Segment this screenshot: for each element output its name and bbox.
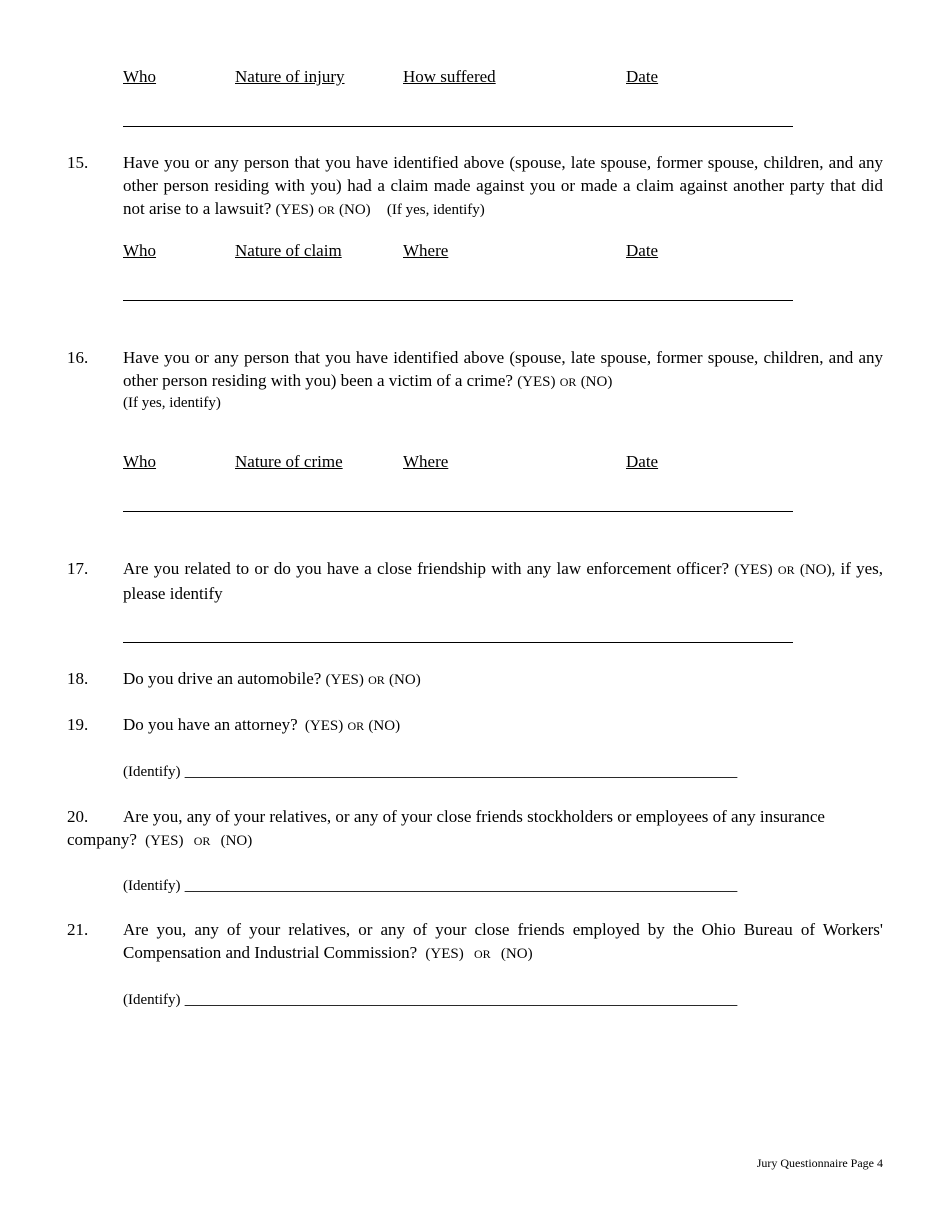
q16-answer-line[interactable] (123, 511, 793, 512)
q14-answer-line[interactable] (123, 126, 793, 127)
q14-header-who: Who (123, 67, 157, 86)
q18-or: OR (368, 673, 385, 687)
q19-identify-label: (Identify) (123, 764, 181, 780)
q21-text: Are you, any of your relatives, or any of your close friends employed by the Ohio Bureau of Workers' Compensation and Industrial Commission? (123, 920, 883, 962)
q15-no[interactable]: (NO) (339, 202, 371, 218)
q20-or: OR (193, 834, 211, 848)
q18-yes[interactable]: (YES) (325, 672, 364, 688)
q19-or: OR (347, 719, 365, 733)
q15-yes[interactable]: (YES) (275, 202, 314, 218)
q20-identify-row[interactable] (123, 873, 737, 898)
q20-identify-blank[interactable]: _________________________________________________________________ (184, 875, 738, 894)
q16-or: OR (559, 375, 577, 389)
q15-header-date: Date (626, 241, 659, 260)
q16-header-date: Date (626, 452, 659, 471)
q14-header-date: Date (626, 67, 659, 86)
q17-yes[interactable]: (YES) (734, 562, 773, 578)
q16-header-where: Where (403, 452, 449, 471)
q21-number: 21. (67, 920, 89, 939)
q15-number: 15. (67, 153, 89, 172)
q17-number: 17. (67, 559, 89, 578)
q16-number: 16. (67, 348, 89, 367)
q17-or: OR (777, 563, 795, 577)
q19-identify-blank[interactable]: _________________________________________________________________ (184, 761, 738, 780)
q17-no[interactable]: (NO), (799, 562, 836, 578)
q17-text: Are you related to or do you have a close friendship with any law enforcement officer? (123, 559, 730, 578)
q16-header-nature: Nature of crime (235, 452, 343, 471)
q15-or: OR (318, 203, 335, 217)
q18-question (123, 667, 883, 692)
q20-no[interactable]: (NO) (220, 833, 253, 849)
q17-answer-line[interactable] (123, 642, 793, 643)
q19-no[interactable]: (NO) (368, 718, 401, 734)
q16-question (123, 346, 883, 394)
q16-ifyes: (If yes, identify) (123, 395, 221, 411)
q19-text: Do you have an attorney? (123, 715, 298, 734)
q17-question (123, 557, 883, 605)
q15-question (123, 151, 883, 222)
q20-yes[interactable]: (YES) (145, 833, 184, 849)
q20-number: 20. (67, 807, 89, 826)
q21-question (123, 918, 883, 966)
q21-yes[interactable]: (YES) (425, 946, 464, 962)
q16-text: Have you or any person that you have identified above (spouse, late spouse, former spouse, children, and any other person residing with you) been a victim of a crime? (123, 348, 883, 390)
q15-ifyes: (If yes, identify) (386, 202, 485, 218)
q15-header-where: Where (403, 241, 449, 260)
q20-question-line1 (123, 805, 883, 828)
q19-identify-row[interactable] (123, 759, 737, 784)
q21-identify-row[interactable] (123, 987, 737, 1012)
q15-answer-line[interactable] (123, 300, 793, 301)
q21-or: OR (474, 947, 491, 961)
q21-identify-blank[interactable]: _________________________________________________________________ (184, 989, 738, 1008)
q14-header-nature: Nature of injury (235, 67, 345, 86)
q19-question (123, 713, 883, 738)
q20-question-line2 (67, 828, 252, 853)
q18-no[interactable]: (NO) (389, 672, 421, 688)
q20-text2: company? (67, 830, 137, 849)
q21-no[interactable]: (NO) (500, 946, 533, 962)
q18-text: Do you drive an automobile? (123, 669, 322, 688)
q15-text: Have you or any person that you have identified above (spouse, late spouse, former spouse, children, and any other person residing with you) had a claim made against you or made a claim against another party that did not arise to a lawsuit? (123, 153, 883, 218)
q19-yes[interactable]: (YES) (304, 718, 344, 734)
q16-yes[interactable]: (YES) (517, 374, 556, 390)
q16-header-who: Who (123, 452, 157, 471)
q20-text: Are you, any of your relatives, or any of your close friends stockholders or employees of any insurance (123, 807, 825, 826)
q14-header-how: How suffered (403, 67, 496, 86)
q21-identify-label: (Identify) (123, 992, 181, 1008)
q16-no[interactable]: (NO) (580, 374, 613, 390)
page-footer: Jury Questionnaire Page 4 (756, 1156, 883, 1170)
q15-header-who: Who (123, 241, 157, 260)
q15-header-nature: Nature of claim (235, 241, 342, 260)
q18-number: 18. (67, 669, 89, 688)
q17-tail: if yes, please identify (123, 559, 884, 603)
q20-identify-label: (Identify) (123, 878, 181, 894)
q19-number: 19. (67, 715, 89, 734)
